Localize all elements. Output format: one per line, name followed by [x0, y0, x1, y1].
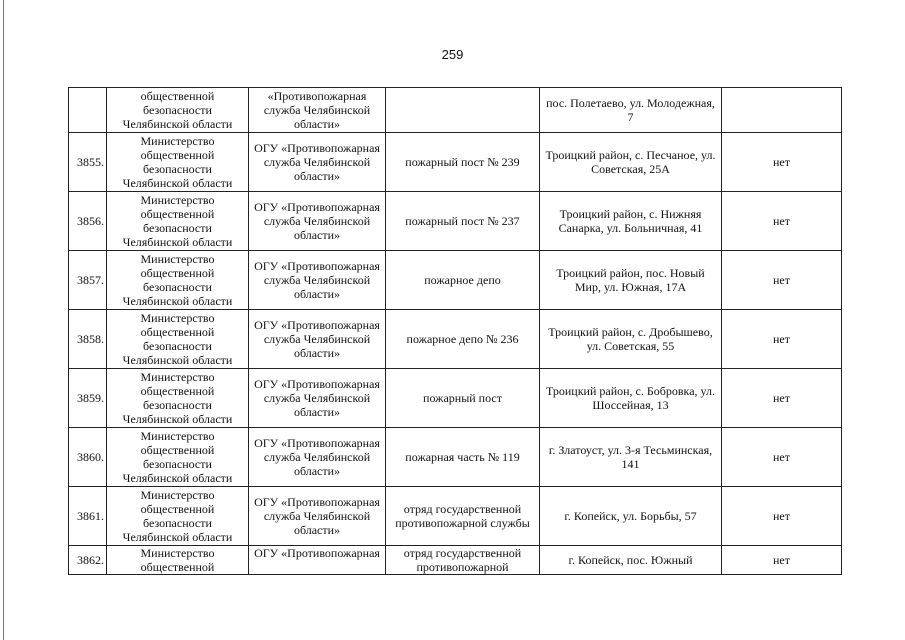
table-row: [69, 310, 842, 369]
registry-table: [68, 87, 842, 575]
status-cell: нет: [722, 546, 842, 575]
object-cell: пожарная часть № 119: [386, 428, 540, 487]
object-cell: пожарный пост № 237: [386, 192, 540, 251]
org-cell: Министерство общественной безопасности Челябинской области: [107, 369, 249, 428]
table-row: [69, 487, 842, 546]
row-number: 3855.: [69, 133, 107, 192]
org-cell: Министерство общественной безопасности Челябинской области: [107, 428, 249, 487]
table-row: [69, 192, 842, 251]
object-cell: пожарный пост: [386, 369, 540, 428]
object-cell: [386, 88, 540, 133]
object-cell: пожарное депо: [386, 251, 540, 310]
org-cell: Министерство общественной безопасности Челябинской области: [107, 192, 249, 251]
address-cell: Троицкий район, с. Бобровка, ул. Шоссейная, 13: [540, 369, 722, 428]
org-cell: Министерство общественной безопасности Челябинской области: [107, 310, 249, 369]
status-cell: нет: [722, 428, 842, 487]
table-row: [69, 546, 842, 575]
table-row: [69, 88, 842, 133]
page-edge-line: [3, 0, 4, 640]
owner-cell: ОГУ «Противопожарная служба Челябинской области»: [249, 369, 386, 428]
row-number: 3862.: [69, 546, 107, 575]
owner-cell: ОГУ «Противопожарная служба Челябинской области»: [249, 428, 386, 487]
object-cell: отряд государственной противопожарной службы: [386, 487, 540, 546]
owner-cell: «Противопожарная служба Челябинской области»: [249, 88, 386, 133]
status-cell: нет: [722, 369, 842, 428]
org-cell: Министерство общественной безопасности Челябинской области: [107, 133, 249, 192]
row-number: 3857.: [69, 251, 107, 310]
status-cell: нет: [722, 487, 842, 546]
row-number: 3858.: [69, 310, 107, 369]
address-cell: Троицкий район, с. Нижняя Санарка, ул. Больничная, 41: [540, 192, 722, 251]
table-row: [69, 369, 842, 428]
owner-cell: ОГУ «Противопожарная служба Челябинской области»: [249, 192, 386, 251]
address-cell: г. Копейск, пос. Южный: [540, 546, 722, 575]
address-cell: пос. Полетаево, ул. Молодежная, 7: [540, 88, 722, 133]
owner-cell: ОГУ «Противопожарная служба Челябинской области»: [249, 133, 386, 192]
page-number: 259: [441, 47, 464, 62]
status-cell: нет: [722, 192, 842, 251]
owner-cell: ОГУ «Противопожарная служба Челябинской области»: [249, 310, 386, 369]
org-cell: Министерство общественной безопасности Челябинской области: [107, 251, 249, 310]
table-row: [69, 133, 842, 192]
object-cell: пожарный пост № 239: [386, 133, 540, 192]
status-cell: [722, 88, 842, 133]
row-number: 3856.: [69, 192, 107, 251]
status-cell: нет: [722, 251, 842, 310]
status-cell: нет: [722, 310, 842, 369]
owner-cell: ОГУ «Противопожарная: [249, 546, 386, 575]
row-number: 3861.: [69, 487, 107, 546]
table-row: [69, 251, 842, 310]
address-cell: г. Златоуст, ул. 3-я Тесьминская, 141: [540, 428, 722, 487]
object-cell: отряд государственной противопожарной: [386, 546, 540, 575]
org-cell: общественной безопасности Челябинской области: [107, 88, 249, 133]
address-cell: Троицкий район, с. Песчаное, ул. Советская, 25А: [540, 133, 722, 192]
address-cell: Троицкий район, пос. Новый Мир, ул. Южная, 17А: [540, 251, 722, 310]
org-cell: Министерство общественной: [107, 546, 249, 575]
owner-cell: ОГУ «Противопожарная служба Челябинской области»: [249, 251, 386, 310]
status-cell: нет: [722, 133, 842, 192]
object-cell: пожарное депо № 236: [386, 310, 540, 369]
owner-cell: ОГУ «Противопожарная служба Челябинской области»: [249, 487, 386, 546]
org-cell: Министерство общественной безопасности Челябинской области: [107, 487, 249, 546]
row-number: 3860.: [69, 428, 107, 487]
row-number: [69, 88, 107, 133]
address-cell: г. Копейск, ул. Борьбы, 57: [540, 487, 722, 546]
table-row: [69, 428, 842, 487]
address-cell: Троицкий район, с. Дробышево, ул. Советская, 55: [540, 310, 722, 369]
row-number: 3859.: [69, 369, 107, 428]
